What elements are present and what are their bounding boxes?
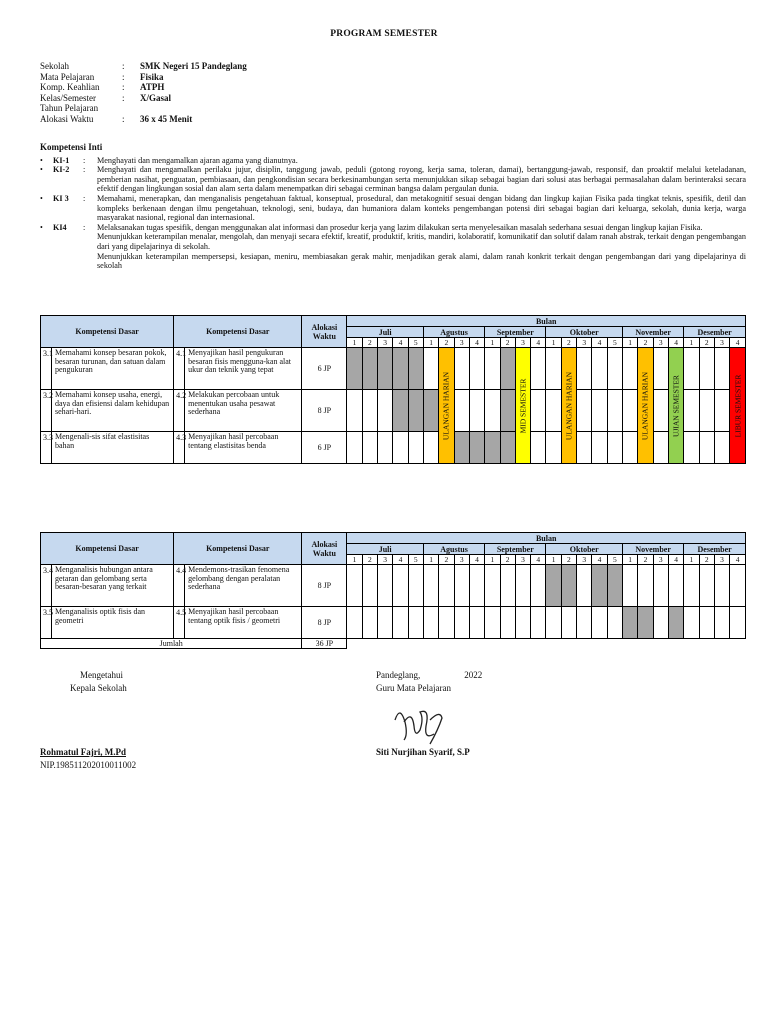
identity-block bbox=[40, 61, 247, 125]
week-number: 1 bbox=[485, 338, 500, 348]
week-cell bbox=[423, 607, 438, 639]
week-number: 3 bbox=[454, 555, 469, 565]
principal-nip: NIP.198511202010011002 bbox=[40, 760, 137, 770]
week-cell bbox=[561, 607, 576, 639]
week-number: 2 bbox=[638, 555, 653, 565]
week-cell bbox=[714, 390, 729, 432]
kd-skill-number: 4.3 bbox=[174, 432, 185, 464]
week-cell bbox=[485, 607, 500, 639]
week-number: 2 bbox=[439, 555, 454, 565]
ki-text bbox=[97, 156, 746, 166]
time-allocation: 8 JP bbox=[302, 565, 347, 607]
ki-text bbox=[97, 194, 746, 223]
week-cell bbox=[699, 348, 714, 390]
week-cell bbox=[469, 565, 484, 607]
week-cell bbox=[531, 432, 546, 464]
ki-item bbox=[40, 194, 746, 223]
week-number: 2 bbox=[561, 555, 576, 565]
table-row bbox=[41, 348, 746, 390]
week-cell bbox=[500, 432, 515, 464]
week-number: 3 bbox=[714, 338, 729, 348]
week-cell bbox=[714, 565, 729, 607]
schedule-band bbox=[515, 348, 530, 464]
total-row bbox=[41, 639, 746, 649]
ki-item bbox=[40, 165, 746, 194]
week-number: 3 bbox=[714, 555, 729, 565]
week-cell bbox=[592, 432, 607, 464]
week-cell bbox=[699, 432, 714, 464]
ki-colon: : bbox=[83, 222, 86, 232]
week-cell bbox=[730, 565, 746, 607]
week-cell bbox=[607, 565, 622, 607]
week-cell bbox=[469, 348, 484, 390]
week-cell bbox=[393, 390, 408, 432]
month-name: Juli bbox=[347, 544, 424, 555]
week-number: 2 bbox=[638, 338, 653, 348]
kd-number: 3.3 bbox=[41, 432, 52, 464]
bullet-icon: • bbox=[40, 165, 43, 175]
week-number: 2 bbox=[439, 338, 454, 348]
week-cell bbox=[500, 348, 515, 390]
ki-code: KI-1 bbox=[53, 155, 70, 165]
ki-text bbox=[97, 223, 746, 271]
identity-label: Mata Pelajaran bbox=[40, 71, 95, 82]
week-cell bbox=[684, 348, 699, 390]
time-allocation: 8 JP bbox=[302, 607, 347, 639]
week-number: 1 bbox=[423, 338, 438, 348]
week-cell bbox=[668, 565, 683, 607]
week-cell bbox=[699, 390, 714, 432]
identity-value: Fisika bbox=[140, 71, 164, 82]
ki-paragraph: Melaksanakan tugas spesifik, dengan menggunakan alat informasi dan prosedur kerja yang lazim dilakukan serta menyelesaikan masalah sederhana sesuai dengan lingkup kajian Fisika. bbox=[97, 222, 703, 232]
week-number: 5 bbox=[607, 338, 622, 348]
ki-code: KI 3 bbox=[53, 193, 69, 203]
week-cell bbox=[500, 565, 515, 607]
week-cell bbox=[638, 565, 653, 607]
week-number: 1 bbox=[684, 338, 699, 348]
week-cell bbox=[423, 565, 438, 607]
time-allocation: 8 JP bbox=[302, 390, 347, 432]
week-cell bbox=[607, 390, 622, 432]
week-cell bbox=[561, 565, 576, 607]
ki-heading: Kompetensi Inti bbox=[40, 142, 103, 152]
month-name: Desember bbox=[684, 327, 746, 338]
month-name: November bbox=[623, 327, 684, 338]
week-number: 3 bbox=[577, 338, 592, 348]
week-number: 3 bbox=[378, 338, 393, 348]
week-cell bbox=[469, 607, 484, 639]
week-cell bbox=[362, 348, 377, 390]
week-cell bbox=[714, 607, 729, 639]
kd-knowledge: Menganalisis hubungan antara getaran dan gelombang serta besaran-besaran yang terkait bbox=[52, 565, 174, 607]
identity-label: Kelas/Semester bbox=[40, 92, 96, 103]
week-cell bbox=[577, 432, 592, 464]
ki-item bbox=[40, 156, 746, 166]
week-number: 2 bbox=[500, 338, 515, 348]
identity-value: 36 x 45 Menit bbox=[140, 113, 193, 124]
identity-row-class bbox=[40, 93, 247, 104]
identity-row-year bbox=[40, 103, 247, 114]
week-number: 1 bbox=[347, 338, 362, 348]
kd-skill-number: 4.1 bbox=[174, 348, 185, 390]
kd-skill-header: Kompetensi Dasar bbox=[174, 533, 302, 565]
week-cell bbox=[592, 565, 607, 607]
table-row bbox=[41, 607, 746, 639]
identity-label: Tahun Pelajaran bbox=[40, 103, 99, 114]
week-cell bbox=[684, 390, 699, 432]
week-number: 4 bbox=[668, 338, 683, 348]
handwritten-signature-icon bbox=[390, 700, 450, 750]
week-cell bbox=[393, 607, 408, 639]
week-cell bbox=[684, 432, 699, 464]
week-number: 3 bbox=[454, 338, 469, 348]
week-number: 1 bbox=[423, 555, 438, 565]
kd-number: 3.2 bbox=[41, 390, 52, 432]
identity-label: Alokasi Waktu bbox=[40, 113, 94, 124]
ki-item bbox=[40, 223, 746, 271]
schedule-table-2 bbox=[40, 532, 746, 649]
identity-separator: : bbox=[122, 71, 125, 82]
week-cell bbox=[653, 565, 668, 607]
week-number: 4 bbox=[592, 338, 607, 348]
ki-text bbox=[97, 165, 746, 194]
week-cell bbox=[531, 565, 546, 607]
week-cell bbox=[623, 348, 638, 390]
week-cell bbox=[546, 390, 561, 432]
ki-colon: : bbox=[83, 193, 86, 203]
teacher-name: Siti Nurjihan Syarif, S.P bbox=[376, 747, 470, 757]
identity-label: Sekolah bbox=[40, 61, 69, 71]
kd-number: 3.5 bbox=[41, 607, 52, 639]
identity-value: X/Gasal bbox=[140, 92, 172, 103]
ki-code: KI4 bbox=[53, 222, 67, 232]
week-number: 2 bbox=[699, 555, 714, 565]
ki-colon: : bbox=[83, 165, 86, 175]
week-cell bbox=[546, 432, 561, 464]
time-allocation-header: Alokasi Waktu bbox=[302, 316, 347, 348]
week-number: 4 bbox=[531, 555, 546, 565]
week-cell bbox=[485, 348, 500, 390]
week-cell bbox=[454, 348, 469, 390]
week-cell bbox=[607, 432, 622, 464]
week-number: 3 bbox=[378, 555, 393, 565]
time-allocation-header: Alokasi Waktu bbox=[302, 533, 347, 565]
week-cell bbox=[730, 607, 746, 639]
week-number: 2 bbox=[699, 338, 714, 348]
week-number: 3 bbox=[577, 555, 592, 565]
kd-knowledge: Menganalisis optik fisis dan geometri bbox=[52, 607, 174, 639]
signature-year: 2022 bbox=[464, 670, 483, 680]
week-cell bbox=[454, 607, 469, 639]
month-name: November bbox=[623, 544, 684, 555]
week-cell bbox=[378, 565, 393, 607]
principal-signature-block bbox=[40, 669, 136, 772]
kd-header: Kompetensi Dasar bbox=[41, 316, 174, 348]
month-name: Juli bbox=[347, 327, 424, 338]
week-cell bbox=[653, 432, 668, 464]
week-cell bbox=[714, 348, 729, 390]
identity-value: SMK Negeri 15 Pandeglang bbox=[140, 61, 247, 71]
kd-skill-number: 4.2 bbox=[174, 390, 185, 432]
week-number: 4 bbox=[469, 555, 484, 565]
kd-skill: Menyajikan hasil pengukuran besaran fisis mengguna-kan alat ukur dan teknik yang tepat bbox=[185, 348, 302, 390]
ki-paragraph: Menghayati dan mengamalkan perilaku jujur, disiplin, tanggung jawab, peduli (gotong royong, kerja sama, toleran, damai), bertanggung-jawab, responsif, dan proaktif melalui keteladanan, pemberian nasihat, penguatan, pembiasaan, dan pengkondisian secara berkesinambungan serta menunjukkan sikap sebagai bagian dari solusi atas berbagai permasalahan dalam berinteraksi secara efektif dengan lingkungan sosial dan alam serta dalam menempatkan diri sebagai cerminan bangsa dalam pergaulan dunia. bbox=[97, 165, 746, 194]
week-cell bbox=[592, 607, 607, 639]
bullet-icon: • bbox=[40, 155, 43, 165]
week-cell bbox=[408, 565, 423, 607]
week-cell bbox=[592, 390, 607, 432]
page-title: PROGRAM SEMESTER bbox=[330, 29, 438, 39]
week-number: 4 bbox=[668, 555, 683, 565]
core-competency-section bbox=[40, 143, 746, 271]
kd-skill: Mendemons-trasikan fenomena gelombang dengan peralatan sederhana bbox=[185, 565, 302, 607]
week-number: 1 bbox=[546, 338, 561, 348]
week-cell bbox=[408, 390, 423, 432]
week-number: 5 bbox=[607, 555, 622, 565]
week-cell bbox=[623, 432, 638, 464]
week-cell bbox=[362, 432, 377, 464]
kd-skill: Menyajikan hasil percobaan tentang elastisitas benda bbox=[185, 432, 302, 464]
week-cell bbox=[378, 390, 393, 432]
week-number: 2 bbox=[561, 338, 576, 348]
week-number: 4 bbox=[592, 555, 607, 565]
week-cell bbox=[684, 565, 699, 607]
ki-paragraph: Menunjukkan keterampilan menalar, mengolah, dan menyaji secara efektif, kreatif, produktif, kritis, mandiri, kolaboratif, komunikatif dan solutif dalam ranah abstrak, terkait dengan pengembangan dari yang dipelajarinya di sekolah. bbox=[97, 232, 746, 251]
week-cell bbox=[577, 348, 592, 390]
week-cell bbox=[454, 432, 469, 464]
week-cell bbox=[393, 565, 408, 607]
identity-row-subject bbox=[40, 72, 247, 83]
week-cell bbox=[592, 348, 607, 390]
week-number: 4 bbox=[393, 555, 408, 565]
schedule-band bbox=[668, 348, 683, 464]
month-name: September bbox=[485, 544, 546, 555]
total-label: Jumlah bbox=[41, 639, 302, 649]
month-name: Oktober bbox=[546, 327, 623, 338]
band-label: UJIAN SEMESTER bbox=[671, 374, 681, 437]
ki-paragraph: Menghayati dan mengamalkan ajaran agama yang dianutnya. bbox=[97, 155, 298, 165]
time-allocation: 6 JP bbox=[302, 432, 347, 464]
week-cell bbox=[577, 565, 592, 607]
ki-paragraph: Menunjukkan keterampilan mempersepsi, kesiapan, meniru, membiasakan gerak mahir, menjadikan gerak alami, dalam ranah konkrit terkait dengan pengembangan dari yang dipelajarinya di sekolah bbox=[97, 251, 746, 271]
kd-skill-number: 4.5 bbox=[174, 607, 185, 639]
identity-label: Komp. Keahlian bbox=[40, 82, 100, 93]
principal-name: Rohmatul Fajri, M.Pd bbox=[40, 747, 126, 757]
week-number: 2 bbox=[362, 338, 377, 348]
week-cell bbox=[653, 390, 668, 432]
week-number: 4 bbox=[469, 338, 484, 348]
week-cell bbox=[607, 348, 622, 390]
week-cell bbox=[623, 607, 638, 639]
kd-knowledge: Mengenali-sis sifat elastisitas bahan bbox=[52, 432, 174, 464]
blank-cell bbox=[347, 639, 746, 649]
week-cell bbox=[347, 607, 362, 639]
month-name: Agustus bbox=[423, 544, 484, 555]
ki-code: KI-2 bbox=[53, 165, 70, 175]
week-cell bbox=[577, 390, 592, 432]
week-cell bbox=[378, 432, 393, 464]
week-number: 4 bbox=[393, 338, 408, 348]
week-cell bbox=[454, 565, 469, 607]
band-label: ULANGAN HARIAN bbox=[441, 371, 451, 440]
week-number: 4 bbox=[531, 338, 546, 348]
week-cell bbox=[577, 607, 592, 639]
kd-number: 3.4 bbox=[41, 565, 52, 607]
kd-skill-header: Kompetensi Dasar bbox=[174, 316, 302, 348]
identity-separator: : bbox=[122, 92, 125, 103]
week-cell bbox=[347, 348, 362, 390]
week-cell bbox=[500, 607, 515, 639]
week-cell bbox=[699, 607, 714, 639]
week-cell bbox=[500, 390, 515, 432]
week-cell bbox=[623, 390, 638, 432]
week-cell bbox=[362, 607, 377, 639]
month-header: Bulan bbox=[347, 316, 746, 327]
week-cell bbox=[408, 432, 423, 464]
week-number: 1 bbox=[684, 555, 699, 565]
identity-separator: : bbox=[122, 113, 125, 124]
schedule-table-1 bbox=[40, 315, 746, 464]
week-cell bbox=[439, 565, 454, 607]
week-cell bbox=[408, 348, 423, 390]
kd-knowledge: Memahami konsep usaha, energi, daya dan efisiensi dalam kehidupan sehari-hari. bbox=[52, 390, 174, 432]
week-number: 1 bbox=[623, 555, 638, 565]
week-cell bbox=[362, 390, 377, 432]
kd-header: Kompetensi Dasar bbox=[41, 533, 174, 565]
week-number: 1 bbox=[485, 555, 500, 565]
identity-row-time bbox=[40, 114, 247, 125]
week-cell bbox=[546, 348, 561, 390]
ki-paragraph: Memahami, menerapkan, dan menganalisis pengetahuan faktual, konseptual, prosedural, dan metakognitif sesuai dengan bidang dan lingkup kajian Fisika pada tingkat teknis, spesifik, detil dan kompleks berkenaan dengan ilmu pengetahuan, teknologi, seni, budaya, dan humaniora dalam konteks pengembangan potensi diri sebagai bagian dari keluarga, sekolah, dunia kerja, warga masyarakat nasional, regional dan internasional. bbox=[97, 193, 746, 223]
week-cell bbox=[393, 432, 408, 464]
week-cell bbox=[531, 390, 546, 432]
schedule-band bbox=[439, 348, 454, 464]
week-cell bbox=[638, 607, 653, 639]
month-header: Bulan bbox=[347, 533, 746, 544]
week-cell bbox=[546, 607, 561, 639]
week-cell bbox=[699, 565, 714, 607]
week-cell bbox=[515, 607, 530, 639]
week-number: 5 bbox=[408, 338, 423, 348]
week-cell bbox=[485, 432, 500, 464]
week-cell bbox=[362, 565, 377, 607]
kd-skill-number: 4.4 bbox=[174, 565, 185, 607]
kd-number: 3.1 bbox=[41, 348, 52, 390]
week-number: 3 bbox=[653, 338, 668, 348]
schedule-band bbox=[730, 348, 746, 464]
week-cell bbox=[378, 607, 393, 639]
week-cell bbox=[546, 565, 561, 607]
week-cell bbox=[515, 565, 530, 607]
week-number: 1 bbox=[347, 555, 362, 565]
kd-skill: Menyajikan hasil percobaan tentang optik fisis / geometri bbox=[185, 607, 302, 639]
identity-row-competency bbox=[40, 82, 247, 93]
band-label: ULANGAN HARIAN bbox=[564, 371, 574, 440]
bullet-icon: • bbox=[40, 222, 43, 232]
month-name: Agustus bbox=[423, 327, 484, 338]
week-number: 3 bbox=[515, 555, 530, 565]
week-cell bbox=[439, 607, 454, 639]
week-number: 3 bbox=[515, 338, 530, 348]
week-cell bbox=[485, 565, 500, 607]
identity-separator bbox=[122, 103, 140, 114]
kd-knowledge: Memahami konsep besaran pokok, besaran turunan, dan satuan dalam pengukuran bbox=[52, 348, 174, 390]
week-cell bbox=[423, 348, 438, 390]
week-cell bbox=[668, 607, 683, 639]
identity-row-school bbox=[40, 61, 247, 72]
week-cell bbox=[347, 432, 362, 464]
week-cell bbox=[469, 432, 484, 464]
identity-separator: : bbox=[122, 82, 125, 93]
week-cell bbox=[653, 348, 668, 390]
ki-colon: : bbox=[83, 155, 86, 165]
week-cell bbox=[393, 348, 408, 390]
principal-role: Kepala Sekolah bbox=[70, 683, 127, 693]
month-name: Oktober bbox=[546, 544, 623, 555]
month-name: September bbox=[485, 327, 546, 338]
week-cell bbox=[423, 432, 438, 464]
identity-separator: : bbox=[122, 61, 125, 71]
acknowledged-label: Mengetahui bbox=[80, 670, 123, 680]
week-cell bbox=[408, 607, 423, 639]
week-cell bbox=[607, 607, 622, 639]
total-value: 36 JP bbox=[302, 639, 347, 649]
week-cell bbox=[454, 390, 469, 432]
week-number: 4 bbox=[730, 555, 746, 565]
week-cell bbox=[653, 607, 668, 639]
month-name: Desember bbox=[684, 544, 746, 555]
week-number: 1 bbox=[546, 555, 561, 565]
week-cell bbox=[531, 348, 546, 390]
schedule-band bbox=[561, 348, 576, 464]
week-cell bbox=[378, 348, 393, 390]
band-label: ULANGAN HARIAN bbox=[640, 371, 650, 440]
week-number: 3 bbox=[653, 555, 668, 565]
band-label: LIBUR SEMESTER bbox=[733, 374, 743, 437]
table-row bbox=[41, 565, 746, 607]
week-cell bbox=[623, 565, 638, 607]
week-number: 2 bbox=[362, 555, 377, 565]
identity-value: ATPH bbox=[140, 82, 165, 93]
week-cell bbox=[531, 607, 546, 639]
week-cell bbox=[347, 390, 362, 432]
time-allocation: 6 JP bbox=[302, 348, 347, 390]
schedule-band bbox=[638, 348, 653, 464]
week-number: 1 bbox=[623, 338, 638, 348]
week-number: 5 bbox=[408, 555, 423, 565]
week-cell bbox=[423, 390, 438, 432]
week-cell bbox=[714, 432, 729, 464]
band-label: MID SEMESTER bbox=[518, 378, 528, 433]
place-date: Pandeglang, bbox=[376, 670, 421, 680]
week-cell bbox=[485, 390, 500, 432]
week-cell bbox=[684, 607, 699, 639]
week-cell bbox=[469, 390, 484, 432]
week-number: 4 bbox=[730, 338, 746, 348]
week-number: 2 bbox=[500, 555, 515, 565]
week-cell bbox=[347, 565, 362, 607]
kd-skill: Melakukan percobaan untuk menentukan usaha pesawat sederhana bbox=[185, 390, 302, 432]
bullet-icon: • bbox=[40, 193, 43, 203]
teacher-role: Guru Mata Pelajaran bbox=[376, 683, 451, 693]
